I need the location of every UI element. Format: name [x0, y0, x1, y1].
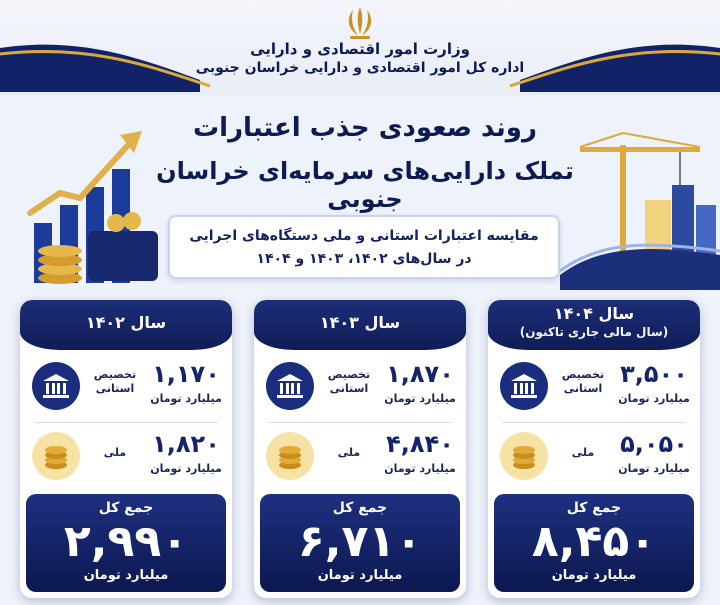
year-card-1402	[20, 300, 232, 598]
national-unit: میلیارد تومان	[150, 462, 222, 475]
total-label: جمع کل	[98, 500, 154, 516]
year-tab	[20, 300, 232, 350]
bank-icon	[32, 362, 80, 410]
row-divider	[268, 422, 452, 423]
construction-crane-illustration	[560, 125, 720, 290]
national-row	[488, 426, 700, 488]
provincial-unit: میلیارد تومان	[384, 392, 456, 405]
row-divider	[502, 422, 686, 423]
total-amount: ۶,۷۱۰	[297, 516, 423, 567]
national-row	[254, 426, 466, 488]
year-card-1403	[254, 300, 466, 598]
national-unit: میلیارد تومان	[618, 462, 690, 475]
total-label: جمع کل	[566, 500, 622, 516]
provincial-unit: میلیارد تومان	[150, 392, 222, 405]
total-unit: میلیارد تومان	[83, 568, 169, 583]
provincial-label: تخصیص استانی	[93, 368, 137, 395]
total-unit: میلیارد تومان	[551, 568, 637, 583]
total-amount: ۸,۴۵۰	[531, 516, 657, 567]
subtitle-line-2: در سال‌های ۱۴۰۲، ۱۴۰۳ و ۱۴۰۴	[256, 251, 472, 267]
total-box	[260, 494, 460, 592]
coins-icon	[32, 432, 80, 480]
subtitle-line-1: مقایسه اعتبارات استانی و ملی دستگاه‌های اجرایی	[189, 228, 539, 244]
main-title-line-1: روند صعودی جذب اعتبارات	[193, 113, 537, 143]
national-amount: ۵,۰۵۰	[620, 430, 688, 458]
provincial-amount: ۱,۱۷۰	[152, 360, 220, 388]
bank-icon	[500, 362, 548, 410]
coins-icon	[266, 432, 314, 480]
total-unit: میلیارد تومان	[317, 568, 403, 583]
provincial-amount: ۱,۸۷۰	[386, 360, 454, 388]
total-box	[494, 494, 694, 592]
year-tab	[488, 300, 700, 350]
total-box	[26, 494, 226, 592]
total-label: جمع کل	[332, 500, 388, 516]
year-label: سال ۱۴۰۲	[85, 313, 167, 332]
national-unit: میلیارد تومان	[384, 462, 456, 475]
coins-icon	[500, 432, 548, 480]
year-label: سال ۱۴۰۴	[553, 304, 635, 323]
ministry-name: وزارت امور اقتصادی و دارایی	[250, 40, 470, 58]
provincial-row	[254, 356, 466, 418]
national-label: ملی	[571, 446, 595, 459]
national-label: ملی	[103, 446, 127, 459]
provincial-row	[488, 356, 700, 418]
year-label: سال ۱۴۰۳	[319, 313, 401, 332]
department-name: اداره کل امور اقتصادی و دارایی خراسان جنوبی	[195, 60, 525, 76]
hero-section	[0, 95, 720, 295]
national-row	[20, 426, 232, 488]
national-amount: ۴,۸۴۰	[386, 430, 454, 458]
main-title-line-2: تملک دارایی‌های سرمایه‌ای خراسان جنوبی	[156, 157, 574, 213]
provincial-label: تخصیص استانی	[561, 368, 605, 395]
year-note: (سال مالی جاری تاکنون)	[519, 325, 669, 339]
provincial-row	[20, 356, 232, 418]
provincial-label: تخصیص استانی	[327, 368, 371, 395]
bank-icon	[266, 362, 314, 410]
subtitle-box	[168, 215, 560, 279]
year-card-1404	[488, 300, 700, 598]
header	[0, 0, 720, 95]
national-amount: ۱,۸۲۰	[152, 430, 220, 458]
total-amount: ۲,۹۹۰	[63, 516, 189, 567]
year-tab	[254, 300, 466, 350]
row-divider	[34, 422, 218, 423]
provincial-unit: میلیارد تومان	[618, 392, 690, 405]
provincial-amount: ۳,۵۰۰	[620, 360, 688, 388]
national-emblem-icon	[340, 4, 380, 42]
national-label: ملی	[337, 446, 361, 459]
